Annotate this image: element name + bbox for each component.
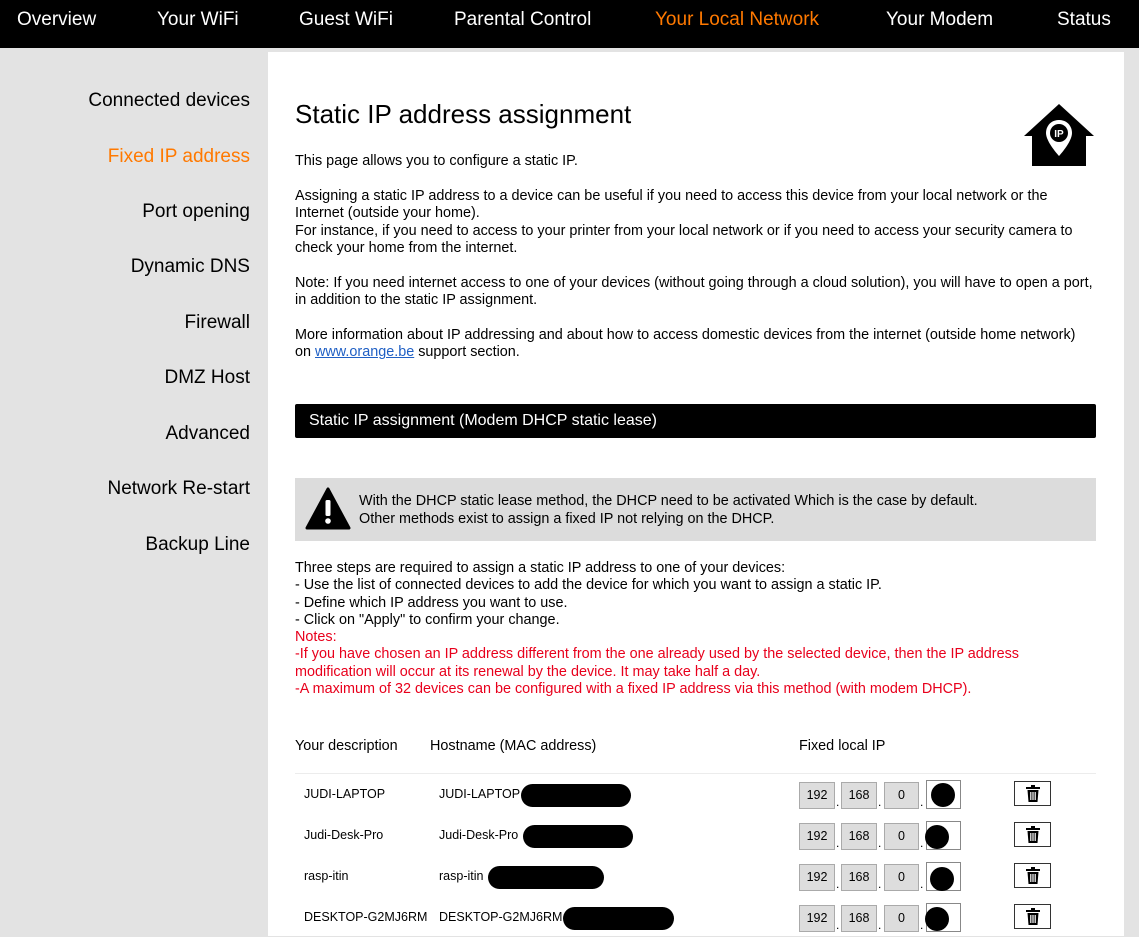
delete-button[interactable]	[1014, 822, 1051, 847]
nav-your-wifi[interactable]: Your WiFi	[157, 9, 239, 30]
ip-dot: .	[920, 918, 924, 932]
delete-button[interactable]	[1014, 781, 1051, 806]
more-info-suffix: support section.	[414, 344, 520, 361]
ip-dot: .	[836, 836, 840, 850]
warning-line-2: Other methods exist to assign a fixed IP not relying on the DHCP.	[359, 511, 775, 527]
notes-label: Notes:	[295, 629, 337, 646]
note-1: -If you have chosen an IP address different from the one already used by the selected device, then the IP address modification will occur at its renewal by the device. It may take half a day.	[295, 646, 1019, 680]
table-row	[295, 856, 1096, 896]
trash-icon	[1026, 785, 1040, 802]
nav-your-local-network[interactable]: Your Local Network	[655, 9, 820, 30]
column-header-description: Your description	[295, 738, 398, 754]
sidebar-item-fixed-ip-address[interactable]: Fixed IP address	[107, 146, 250, 167]
column-header-hostname: Hostname (MAC address)	[430, 738, 597, 754]
redacted-mac-address	[563, 907, 674, 930]
ip-octet-3[interactable]: 0	[884, 823, 919, 850]
ip-dot: .	[920, 795, 924, 809]
delete-button[interactable]	[1014, 863, 1051, 888]
ip-octet-1[interactable]: 192	[799, 864, 835, 891]
sidebar-item-firewall[interactable]: Firewall	[184, 312, 250, 333]
delete-button[interactable]	[1014, 904, 1051, 929]
device-hostname: Judi-Desk-Pro	[439, 828, 519, 842]
ip-octet-2[interactable]: 168	[841, 782, 877, 809]
note-2: -A maximum of 32 devices can be configured with a fixed IP address via this method (with modem DHCP).	[295, 681, 972, 698]
ip-dot: .	[836, 918, 840, 932]
top-navigation	[0, 0, 1139, 48]
sidebar-item-dmz-host[interactable]: DMZ Host	[164, 367, 250, 388]
ip-octet-3[interactable]: 0	[884, 905, 919, 932]
device-hostname: DESKTOP-G2MJ6RM	[439, 910, 563, 924]
ip-dot: .	[920, 836, 924, 850]
sidebar-item-connected-devices[interactable]: Connected devices	[88, 90, 250, 111]
redacted-ip-octet	[931, 783, 955, 807]
section-header: Static IP assignment (Modem DHCP static lease)	[295, 404, 1096, 438]
ip-octet-4-input[interactable]	[926, 903, 961, 932]
description-paragraph	[295, 188, 1095, 257]
ip-dot: .	[920, 877, 924, 891]
ip-octet-3[interactable]: 0	[884, 782, 919, 809]
more-info-paragraph	[295, 327, 1095, 362]
redacted-mac-address	[521, 784, 631, 807]
table-row	[295, 815, 1096, 855]
ip-octet-2[interactable]: 168	[841, 905, 877, 932]
steps-block	[295, 560, 1095, 698]
table-row	[295, 897, 1096, 937]
ip-octet-3[interactable]: 0	[884, 864, 919, 891]
ip-dot: .	[836, 877, 840, 891]
device-description: Judi-Desk-Pro	[304, 828, 384, 842]
ip-dot: .	[878, 877, 882, 891]
ip-octet-2[interactable]: 168	[841, 823, 877, 850]
device-description: rasp-itin	[304, 869, 349, 883]
ip-octet-1[interactable]: 192	[799, 905, 835, 932]
main-content	[268, 52, 1124, 936]
sidebar	[0, 48, 268, 936]
more-info-prefix: More information about IP addressing and about how to access domestic devices from the internet (outside home network) on	[295, 327, 1076, 361]
redacted-mac-address	[523, 825, 633, 848]
sidebar-item-advanced[interactable]: Advanced	[165, 423, 250, 444]
description-line-1: Assigning a static IP address to a device can be useful if you need to access this device from your local network or the Internet (outside your home).	[295, 188, 1048, 222]
ip-dot: .	[878, 836, 882, 850]
column-header-fixed-ip: Fixed local IP	[799, 738, 886, 754]
warning-line-1: With the DHCP static lease method, the DHCP need to be activated Which is the case by default.	[359, 493, 978, 509]
device-hostname: JUDI-LAPTOP	[439, 787, 521, 801]
redacted-ip-octet	[930, 867, 954, 891]
sidebar-item-network-restart[interactable]: Network Re-start	[107, 478, 250, 499]
step-3: - Click on "Apply" to confirm your change.	[295, 611, 560, 628]
table-row	[295, 774, 1096, 814]
trash-icon	[1026, 826, 1040, 843]
sidebar-item-port-opening[interactable]: Port opening	[142, 201, 250, 222]
dhcp-warning-box	[295, 478, 1096, 541]
ip-dot: .	[878, 795, 882, 809]
device-hostname: rasp-itin	[439, 869, 484, 883]
page-title: Static IP address assignment	[295, 99, 632, 129]
redacted-mac-address	[488, 866, 604, 889]
orange-support-link[interactable]: www.orange.be	[315, 344, 415, 361]
steps-intro: Three steps are required to assign a static IP address to one of your devices:	[295, 560, 786, 576]
redacted-ip-octet	[925, 825, 949, 849]
ip-octet-4-input[interactable]	[926, 780, 961, 809]
warning-text	[359, 492, 978, 528]
nav-status[interactable]: Status	[1057, 9, 1111, 30]
nav-your-modem[interactable]: Your Modem	[886, 9, 994, 30]
nav-guest-wifi[interactable]: Guest WiFi	[299, 9, 393, 30]
device-description: JUDI-LAPTOP	[304, 787, 386, 801]
trash-icon	[1026, 908, 1040, 925]
nav-parental-control[interactable]: Parental Control	[454, 9, 592, 30]
ip-octet-1[interactable]: 192	[799, 782, 835, 809]
intro-text: This page allows you to configure a static IP.	[295, 153, 578, 169]
ip-octet-4-input[interactable]	[926, 862, 961, 891]
redacted-ip-octet	[925, 907, 949, 931]
step-2: - Define which IP address you want to use.	[295, 594, 568, 611]
description-line-2: For instance, if you need to access to your printer from your local network or if you need to access your security camera to check your home from the internet.	[295, 222, 1073, 256]
ip-octet-2[interactable]: 168	[841, 864, 877, 891]
ip-dot: .	[878, 918, 882, 932]
ip-octet-4-input[interactable]	[926, 821, 961, 850]
step-1: - Use the list of connected devices to add the device for which you want to assign a static IP.	[295, 577, 882, 594]
ip-octet-1[interactable]: 192	[799, 823, 835, 850]
nav-overview[interactable]: Overview	[17, 9, 97, 30]
note-paragraph: Note: If you need internet access to one of your devices (without going through a cloud solution), you will have to open a port, in addition to the static IP assignment.	[295, 275, 1093, 309]
svg-text:IP: IP	[1054, 129, 1064, 140]
device-description: DESKTOP-G2MJ6RM	[304, 910, 428, 924]
warning-icon	[305, 487, 351, 531]
sidebar-item-backup-line[interactable]: Backup Line	[145, 534, 250, 555]
sidebar-item-dynamic-dns[interactable]: Dynamic DNS	[130, 256, 250, 277]
ip-dot: .	[836, 795, 840, 809]
trash-icon	[1026, 867, 1040, 884]
